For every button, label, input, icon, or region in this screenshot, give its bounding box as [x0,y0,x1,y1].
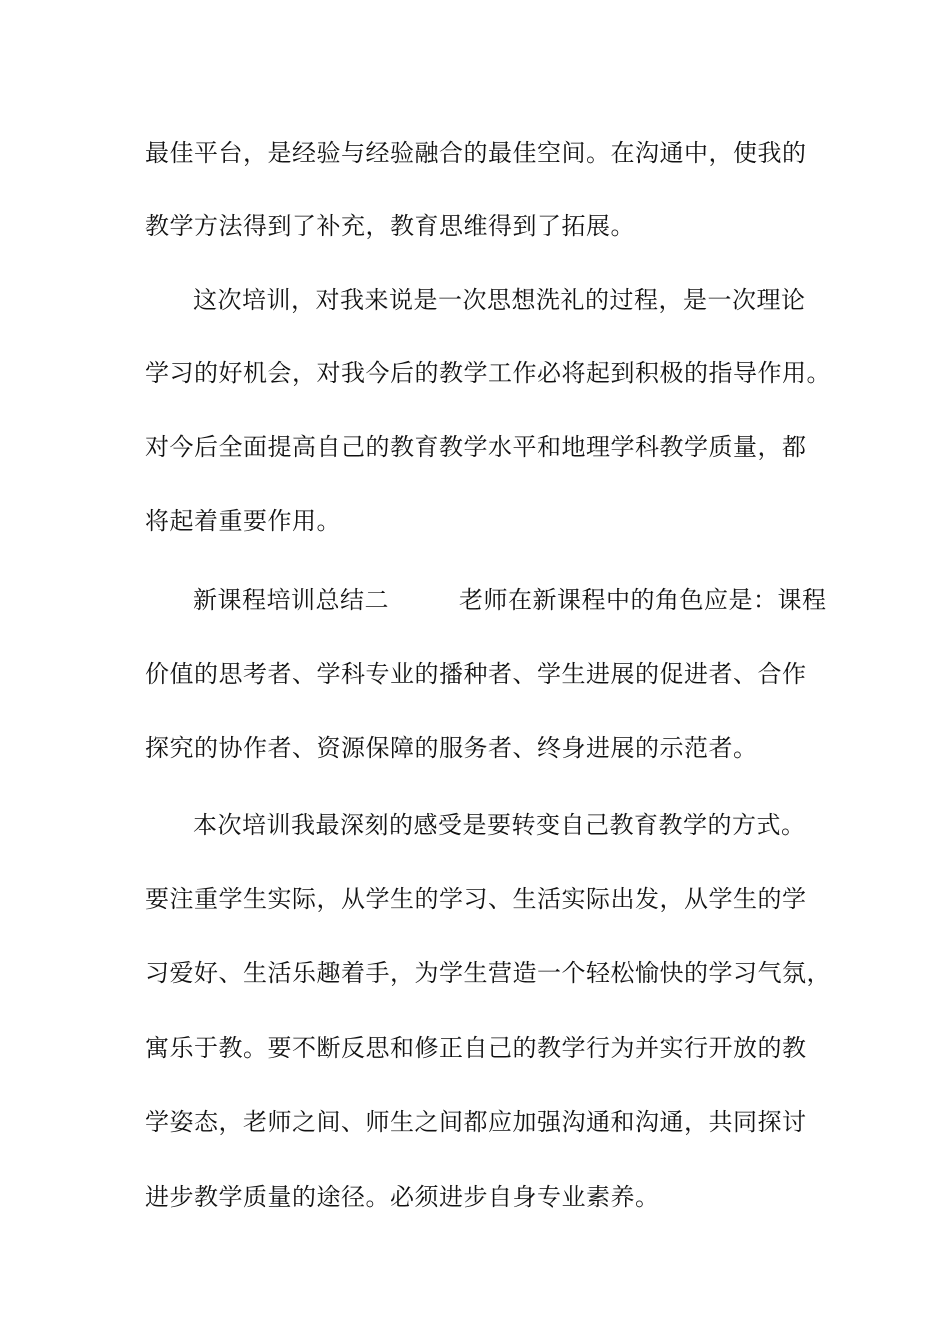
text-line: 将起着重要作用。 [145,507,341,535]
text-line: 寓乐于教。要不断反思和修正自己的教学行为并实行开放的教 [145,1034,807,1062]
section-heading-line [193,585,893,615]
text-line: 学姿态，老师之间、师生之间都应加强沟通和沟通，共同探讨 [145,1108,807,1136]
text-line: 对今后全面提高自己的教育教学水平和地理学科教学质量，都 [145,433,807,461]
text-line: 进步教学质量的途径。必须进步自身专业素养。 [145,1183,660,1211]
paragraph-first-line: 这次培训，对我来说是一次思想洗礼的过程，是一次理论 [193,286,806,314]
text-line: 教学方法得到了补充，教育思维得到了拓展。 [145,212,635,240]
text-line: 习爱好、生活乐趣着手，为学生营造一个轻松愉快的学习气氛， [145,959,831,987]
paragraph-first-line: 本次培训我最深刻的感受是要转变自己教育教学的方式。 [193,811,806,839]
text-line: 价值的思考者、学科专业的播种者、学生进展的促进者、合作 [145,660,807,688]
text-line: 最佳平台，是经验与经验融合的最佳空间。在沟通中，使我的 [145,139,807,167]
section-text: 老师在新课程中的角色应是：课程 [459,586,827,614]
text-line: 探究的协作者、资源保障的服务者、终身进展的示范者。 [145,734,758,762]
section-heading: 新课程培训总结二 [193,586,389,614]
text-line: 学习的好机会，对我今后的教学工作必将起到积极的指导作用。 [145,359,831,387]
text-line: 要注重学生实际，从学生的学习、生活实际出发，从学生的学 [145,885,807,913]
